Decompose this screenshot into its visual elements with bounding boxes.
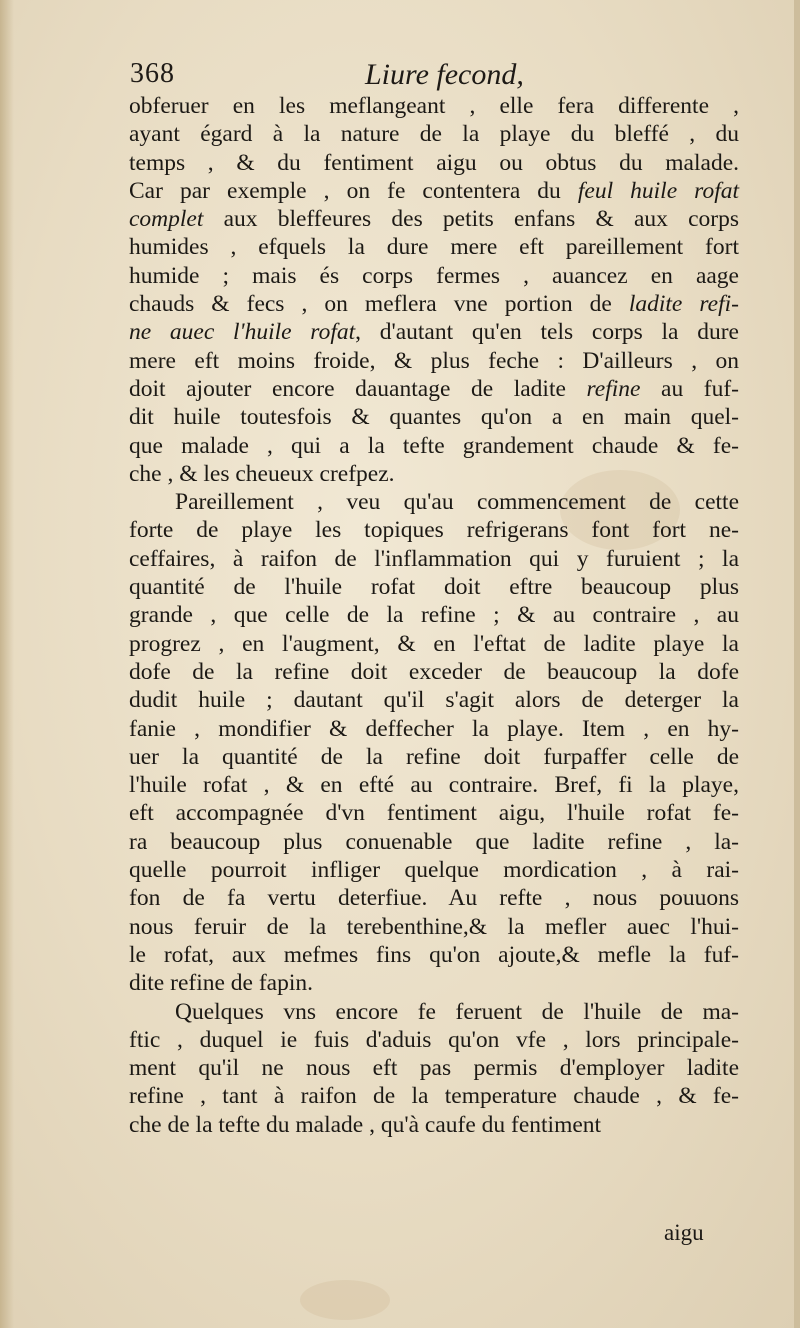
text-line xyxy=(129,149,739,177)
text-line xyxy=(129,318,739,346)
text-segment: dofe de la refine doit exceder de beaucoup la dofe xyxy=(129,658,739,685)
text-segment: ment qu'il ne nous eft pas permis d'employer ladite xyxy=(129,1055,739,1082)
text-segment: fanie , mondifier & deffecher la playe. Item , en hy- xyxy=(129,715,739,742)
italic-text: feul huile rofat xyxy=(577,177,739,204)
text-line xyxy=(129,799,739,827)
text-segment: forte de playe les topiques refrigerans font fort ne- xyxy=(129,517,739,544)
text-segment: quelle pourroit infliger quelque mordication , à rai- xyxy=(129,857,739,884)
italic-text: ladite refi- xyxy=(628,291,739,318)
text-segment: doit ajouter encore dauantage de ladite xyxy=(129,375,587,402)
text-segment: nous feruir de la terebenthine,& la mefler auec l'hui- xyxy=(129,913,739,940)
text-segment: humide ; mais és corps fermes , auancez en aage xyxy=(129,262,739,289)
text-line xyxy=(129,658,739,686)
text-line xyxy=(129,347,739,375)
text-segment: que malade , qui a la tefte grandement chaude & fe- xyxy=(129,432,739,459)
running-title: Liure fecond, xyxy=(365,58,524,91)
text-line xyxy=(129,913,739,941)
text-segment: l'huile rofat , & en efté au contraire. Bref, fi la playe, xyxy=(129,772,739,799)
text-line xyxy=(129,375,739,403)
text-line xyxy=(129,460,739,488)
text-segment: dudit huile ; dautant qu'il s'agit alors de deterger la xyxy=(129,687,739,714)
text-line xyxy=(129,92,739,120)
text-segment: ayant égard à la nature de la playe du bleffé , du xyxy=(129,121,739,148)
text-segment: ceffaires, à raifon de l'inflammation qui y furuient ; la xyxy=(129,545,739,572)
text-line xyxy=(129,969,739,997)
text-segment: quantité de l'huile rofat doit eftre beaucoup plus xyxy=(129,574,739,601)
paragraph xyxy=(129,92,739,488)
italic-text: complet xyxy=(129,206,204,233)
text-line xyxy=(129,403,739,431)
text-segment: , d'autant qu'en tels corps la dure xyxy=(355,319,739,346)
text-line xyxy=(129,828,739,856)
text-line xyxy=(129,432,739,460)
text-line xyxy=(129,290,739,318)
text-line xyxy=(129,601,739,629)
text-segment: uer la quantité de la refine doit furpaffer celle de xyxy=(129,743,739,770)
text-line xyxy=(129,177,739,205)
text-line xyxy=(129,205,739,233)
text-line xyxy=(129,1026,739,1054)
text-line xyxy=(129,715,739,743)
body-text xyxy=(129,92,739,1139)
text-line xyxy=(129,1054,739,1082)
page-spine-shadow xyxy=(0,0,14,1328)
text-segment: Pareillement , veu qu'au commencement de cette xyxy=(175,489,739,516)
italic-text: refine xyxy=(586,375,641,402)
text-line xyxy=(129,488,739,516)
text-segment: che de la tefte du malade , qu'à caufe du fentiment xyxy=(129,1111,602,1138)
text-segment: refine , tant à raifon de la temperature chaude , & fe- xyxy=(129,1083,739,1110)
text-line xyxy=(129,1111,739,1139)
text-line xyxy=(129,998,739,1026)
page-number: 368 xyxy=(130,58,175,89)
text-line xyxy=(129,120,739,148)
text-segment: dit huile toutesfois & quantes qu'on a en main quel- xyxy=(129,404,739,431)
text-line xyxy=(129,771,739,799)
text-line xyxy=(129,573,739,601)
text-line xyxy=(129,545,739,573)
text-segment: au fuf- xyxy=(640,375,739,402)
text-line xyxy=(129,630,739,658)
text-line xyxy=(129,516,739,544)
text-segment: obferuer en les meflangeant , elle fera differente , xyxy=(129,93,739,119)
text-segment: progrez , en l'augment, & en l'eftat de ladite playe la xyxy=(129,630,739,657)
text-segment: Car par exemple , on fe contentera du xyxy=(129,177,578,204)
text-segment: chauds & fecs , on meflera vne portion de xyxy=(129,291,629,318)
text-segment: mere eft moins froide, & plus feche : D'ailleurs , on xyxy=(129,347,739,374)
paragraph xyxy=(129,998,739,1139)
text-line xyxy=(129,941,739,969)
text-segment: temps , & du fentiment aigu ou obtus du malade. xyxy=(129,149,739,176)
text-segment: eft accompagnée d'vn fentiment aigu, l'huile rofat fe- xyxy=(129,800,739,827)
text-segment: che , & les cheueux crefpez. xyxy=(129,460,395,487)
text-segment: Quelques vns encore fe feruent de l'huile de ma- xyxy=(175,998,739,1025)
text-line xyxy=(129,262,739,290)
text-segment: humides , efquels la dure mere eft pareillement fort xyxy=(129,234,739,261)
text-line xyxy=(129,233,739,261)
text-line xyxy=(129,743,739,771)
text-line xyxy=(129,884,739,912)
paper-stain xyxy=(300,1280,390,1320)
text-line xyxy=(129,856,739,884)
text-segment: dite refine de fapin. xyxy=(129,970,313,997)
text-segment: fon de fa vertu deterfiue. Au refte , nous pouuons xyxy=(129,885,739,912)
text-line xyxy=(129,686,739,714)
text-segment: ra beaucoup plus conuenable que ladite refine , la- xyxy=(129,828,739,855)
text-segment: aux bleffeures des petits enfans & aux corps xyxy=(203,206,739,233)
text-segment: le rofat, aux mefmes fins qu'on ajoute,& mefle la fuf- xyxy=(129,941,739,968)
catchword: aigu xyxy=(664,1220,704,1245)
text-segment: ftic , duquel ie fuis d'aduis qu'on vfe , lors principale- xyxy=(129,1026,739,1053)
text-segment: grande , que celle de la refine ; & au contraire , au xyxy=(129,602,739,629)
paragraph xyxy=(129,488,739,997)
text-line xyxy=(129,1082,739,1110)
italic-text: ne auec l'huile rofat xyxy=(129,319,356,346)
